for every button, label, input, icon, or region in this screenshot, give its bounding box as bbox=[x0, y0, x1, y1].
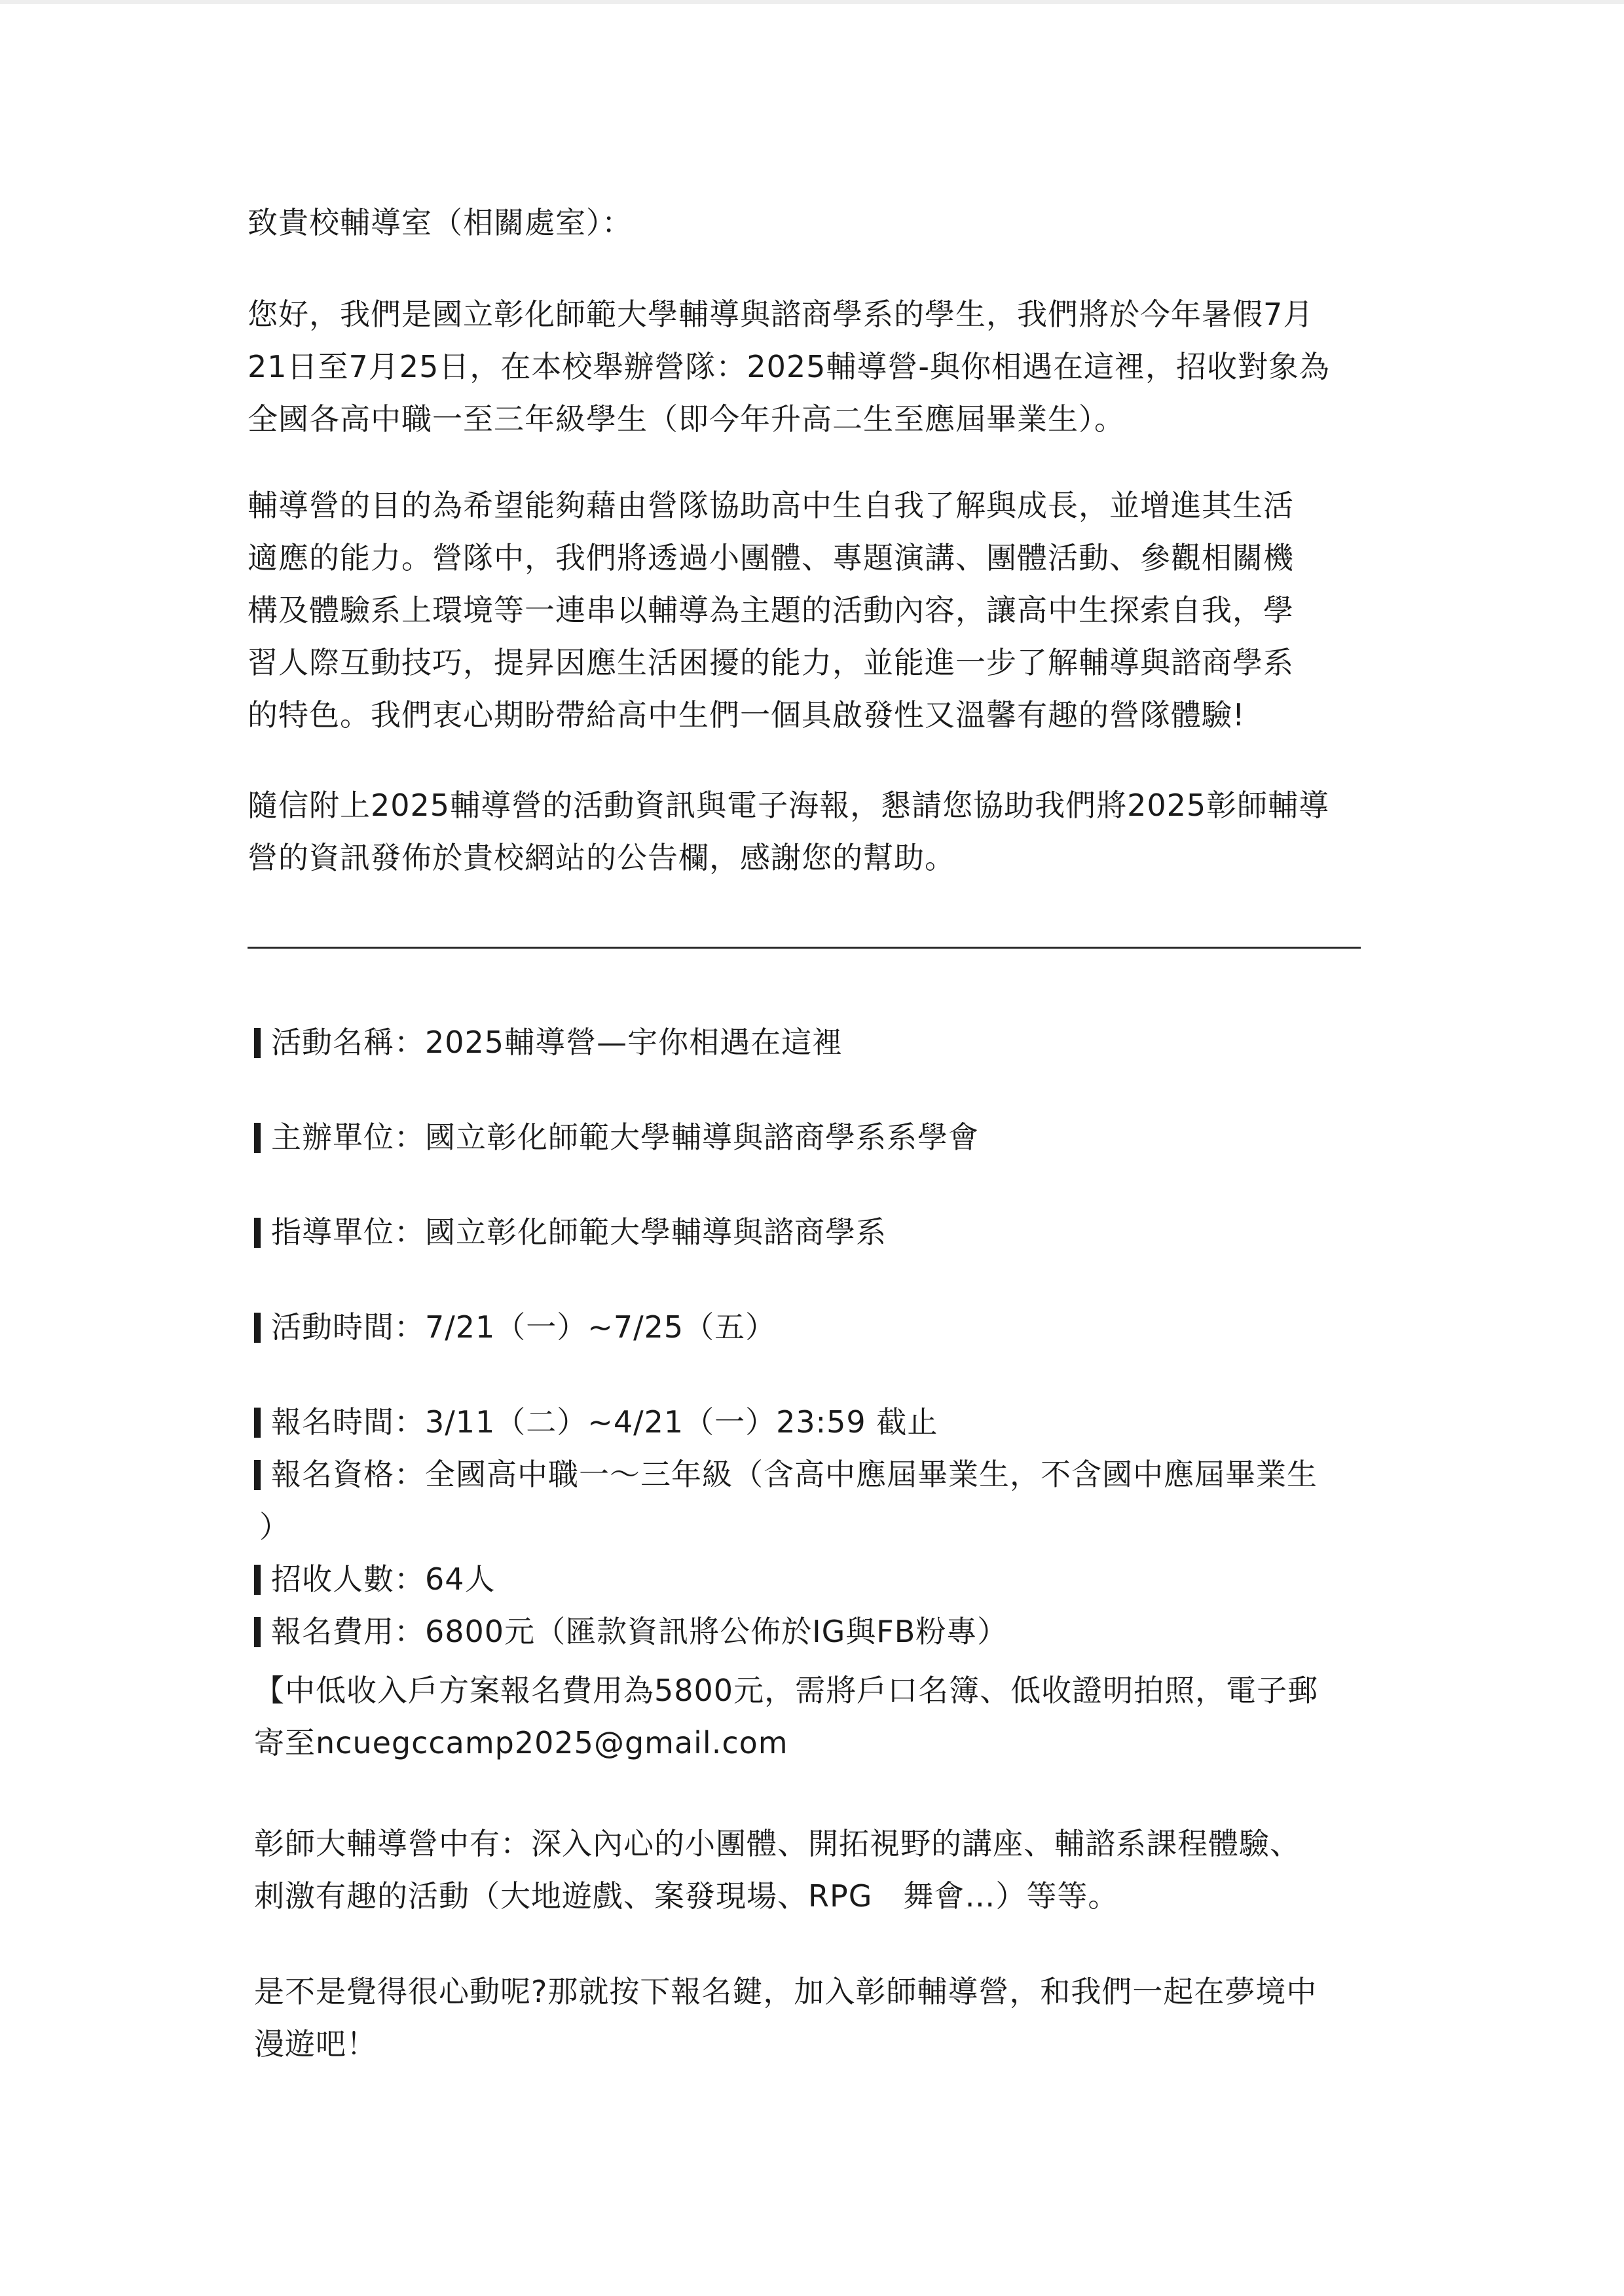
paragraph-line: 全國各高中職一至三年級學生（即今年升高二生至應屆畢業生）。 bbox=[248, 401, 1125, 437]
info-advisor bbox=[254, 1206, 887, 1258]
info-item bbox=[254, 1016, 843, 1068]
salutation bbox=[248, 196, 1420, 249]
info-value: 7/21（一）~7/25（五） bbox=[425, 1309, 777, 1345]
info-fee bbox=[254, 1605, 1318, 1658]
paragraph-line: 21日至7月25日，在本校舉辦營隊：2025輔導營-與你相遇在這裡，招收對象為 bbox=[248, 349, 1330, 384]
scan-edge bbox=[0, 0, 1624, 4]
info-value: 3/11（二）~4/21（一）23:59 截止 bbox=[425, 1404, 938, 1440]
info-item bbox=[254, 1111, 979, 1163]
bullet-bar-icon bbox=[254, 1123, 261, 1153]
info-item bbox=[254, 1206, 887, 1258]
bullet-bar-icon bbox=[254, 1218, 261, 1248]
paragraph-intro bbox=[248, 288, 1420, 445]
closing-note bbox=[254, 1965, 1426, 2070]
activities-note bbox=[254, 1817, 1426, 1922]
info-eligibility bbox=[254, 1448, 1318, 1501]
info-label: 報名費用： bbox=[271, 1614, 425, 1649]
note-line: 【中低收入戶方案報名費用為5800元，需將戶口名簿、低收證明拍照，電子郵 bbox=[254, 1673, 1319, 1708]
info-label: 活動名稱： bbox=[271, 1025, 425, 1060]
info-registration-time bbox=[254, 1396, 1318, 1448]
info-capacity bbox=[254, 1553, 1318, 1605]
info-label: 指導單位： bbox=[271, 1214, 425, 1250]
paragraph-line: 的特色。我們衷心期盼帶給高中生們一個具啟發性又溫馨有趣的營隊體驗! bbox=[248, 697, 1246, 733]
info-value: 2025輔導營—宇你相遇在這裡 bbox=[425, 1025, 843, 1060]
bullet-bar-icon bbox=[254, 1408, 261, 1438]
closing-line: 漫遊吧！ bbox=[254, 2026, 377, 2062]
info-organizer bbox=[254, 1111, 979, 1163]
info-registration bbox=[254, 1396, 1318, 1658]
info-label: 報名資格： bbox=[271, 1457, 425, 1492]
info-label: 主辦單位： bbox=[271, 1120, 425, 1155]
paragraph-line: 營的資訊發佈於貴校網站的公告欄，感謝您的幫助。 bbox=[248, 840, 955, 875]
info-label: 報名時間： bbox=[271, 1404, 425, 1440]
bullet-bar-icon bbox=[254, 1313, 261, 1343]
paragraph-line: 您好，我們是國立彰化師範大學輔導與諮商學系的學生，我們將於今年暑假7月 bbox=[248, 297, 1314, 332]
info-label: 活動時間： bbox=[271, 1309, 425, 1345]
bullet-bar-icon bbox=[254, 1460, 261, 1490]
bullet-bar-icon bbox=[254, 1565, 261, 1595]
bullet-bar-icon bbox=[254, 1028, 261, 1058]
info-item bbox=[254, 1301, 776, 1353]
info-value: 64人 bbox=[425, 1561, 496, 1597]
paragraph-line: 構及體驗系上環境等一連串以輔導為主題的活動內容，讓高中生探索自我，學 bbox=[248, 592, 1294, 628]
info-label: 招收人數： bbox=[271, 1561, 425, 1597]
paragraph-purpose bbox=[248, 479, 1420, 741]
closing-line: 是不是覺得很心動呢?那就按下報名鍵，加入彰師輔導營，和我們一起在夢境中 bbox=[254, 1974, 1318, 2009]
info-activity-name bbox=[254, 1016, 843, 1068]
bullet-bar-icon bbox=[254, 1617, 261, 1647]
info-value: ） bbox=[259, 1509, 290, 1544]
note-line: 刺激有趣的活動（大地遊戲、案發現場、RPG 舞會…）等等。 bbox=[254, 1878, 1119, 1914]
info-value: 全國高中職一～三年級（含高中應屆畢業生，不含國中應屆畢業生 bbox=[425, 1457, 1318, 1492]
paragraph-line: 隨信附上2025輔導營的活動資訊與電子海報，懇請您協助我們將2025彰師輔導 bbox=[248, 788, 1330, 823]
note-line: 彰師大輔導營中有：深入內心的小團體、開拓視野的講座、輔諮系課程體驗、 bbox=[254, 1826, 1301, 1861]
info-value: 國立彰化師範大學輔導與諮商學系 bbox=[425, 1214, 887, 1250]
info-eligibility-continuation bbox=[254, 1501, 1318, 1553]
note-line: 寄至ncuegccamp2025@gmail.com bbox=[254, 1725, 788, 1760]
info-activity-time bbox=[254, 1301, 776, 1353]
paragraph-line: 適應的能力。營隊中，我們將透過小團體、專題演講、團體活動、參觀相關機 bbox=[248, 540, 1294, 575]
info-value: 國立彰化師範大學輔導與諮商學系系學會 bbox=[425, 1120, 979, 1155]
paragraph-line: 習人際互動技巧，提昇因應生活困擾的能力，並能進一步了解輔導與諮商學系 bbox=[248, 645, 1294, 680]
section-divider bbox=[248, 947, 1361, 949]
paragraph-line: 輔導營的目的為希望能夠藉由營隊協助高中生自我了解與成長，並增進其生活 bbox=[248, 488, 1294, 523]
info-value: 6800元（匯款資訊將公佈於IG與FB粉專） bbox=[425, 1614, 1008, 1649]
low-income-note bbox=[254, 1664, 1426, 1769]
paragraph-request bbox=[248, 779, 1420, 884]
salutation-line: 致貴校輔導室（相關處室）： bbox=[248, 205, 633, 240]
